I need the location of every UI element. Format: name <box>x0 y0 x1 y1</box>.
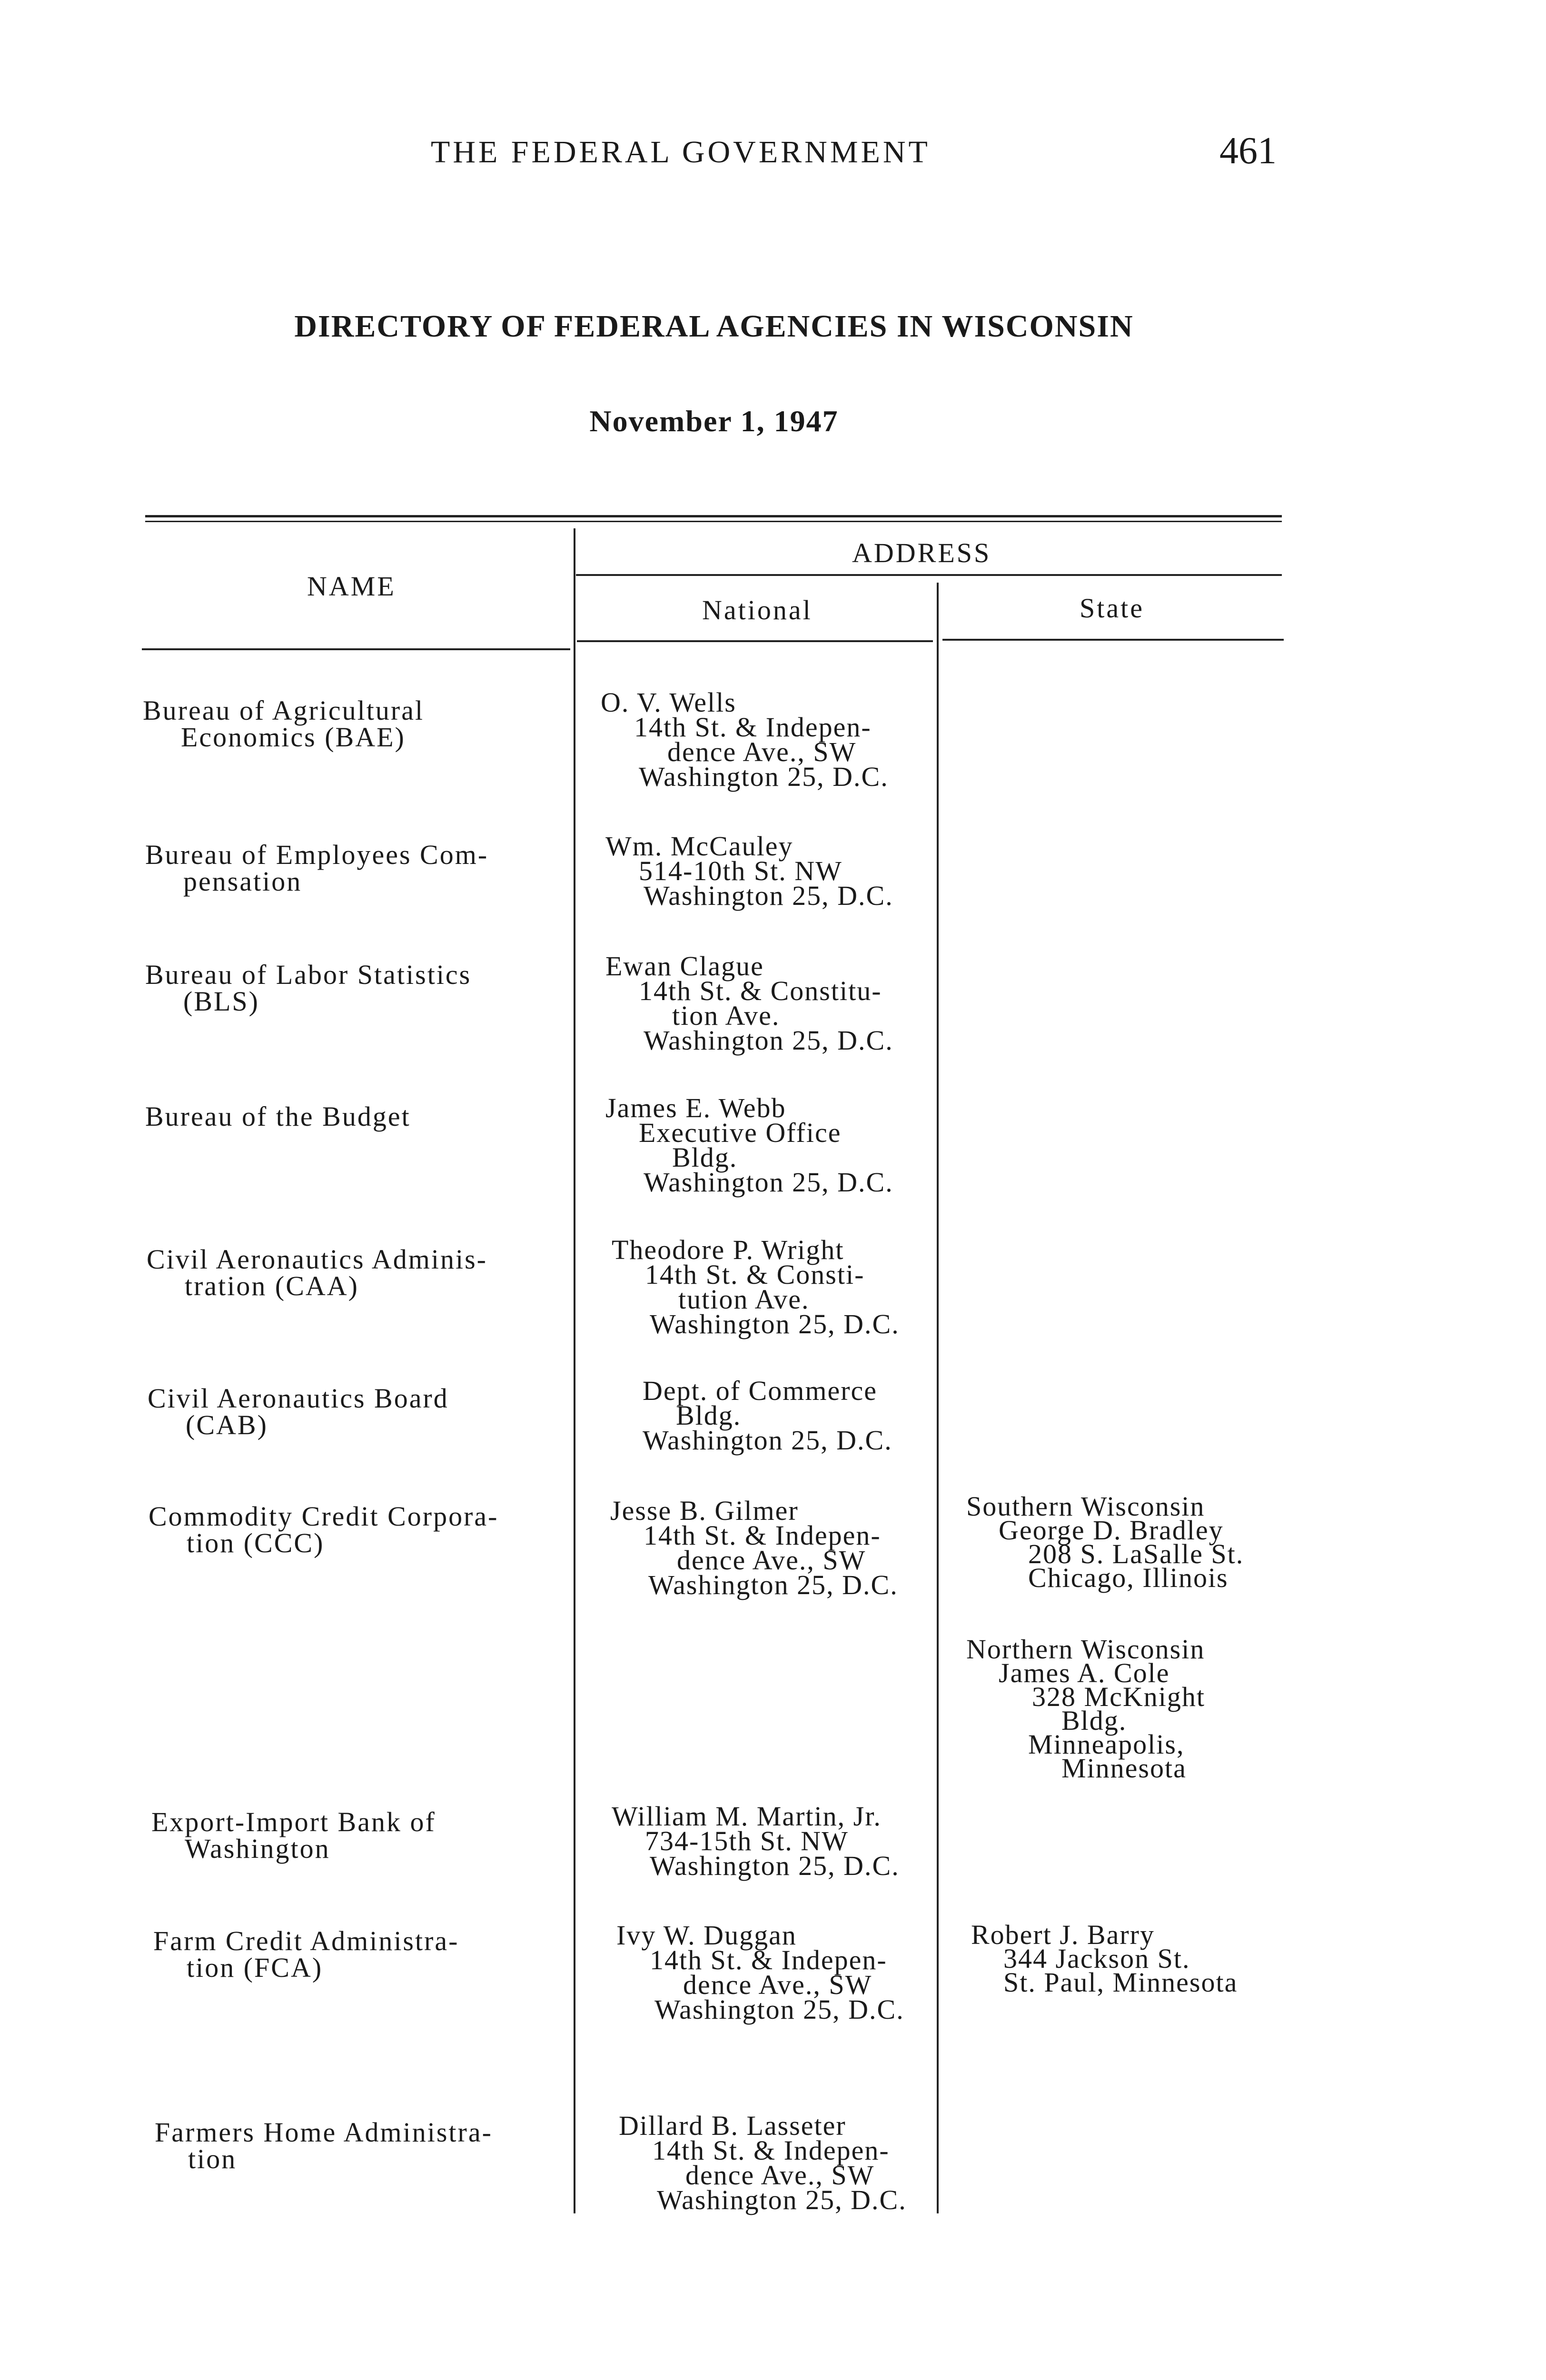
address-divider-rule <box>576 574 1282 576</box>
national-address: Ivy W. Duggan 14th St. & Indepen- dence Ave., SW Washington 25, D.C. <box>616 1920 904 2025</box>
national-address: O. V. Wells 14th St. & Indepen- dence Ave., SW Washington 25, D.C. <box>601 687 889 792</box>
national-address: Theodore P. Wright 14th St. & Consti- tution Ave. Washington 25, D.C. <box>612 1234 900 1339</box>
state-bottom-rule <box>942 639 1284 641</box>
state-address: Robert J. Barry 344 Jackson St. St. Paul, Minnesota <box>971 1919 1238 1998</box>
agency-name: Bureau of Agricultural Economics (BAE) <box>143 695 425 753</box>
national-address: Jesse B. Gilmer 14th St. & Indepen- dence Ave., SW Washington 25, D.C. <box>610 1495 898 1600</box>
agency-name: Commodity Credit Corpora- tion (CCC) <box>149 1501 499 1558</box>
national-address: Wm. McCauley 514-10th St. NW Washington 25, D.C. <box>605 831 893 911</box>
directory-date: November 1, 1947 <box>589 404 839 438</box>
table-top-rule-2 <box>145 521 1282 522</box>
agency-name: Bureau of Employees Com- pensation <box>145 839 489 897</box>
name-col-bottom-rule <box>142 648 570 650</box>
agency-name: Bureau of Labor Statistics (BLS) <box>145 959 472 1017</box>
table-top-rule <box>145 515 1282 517</box>
national-address: Dept. of Commerce Bldg. Washington 25, D.C. <box>643 1375 892 1456</box>
national-address: James E. Webb Executive Office Bldg. Washington 25, D.C. <box>605 1092 893 1198</box>
column-header-address: ADDRESS <box>852 537 991 568</box>
column-header-national: National <box>702 595 813 625</box>
column-header-name: NAME <box>307 571 396 602</box>
agency-name: Civil Aeronautics Board (CAB) <box>148 1383 449 1440</box>
agency-name: Farm Credit Administra- tion (FCA) <box>153 1925 459 1983</box>
state-address-southern: Southern Wisconsin George D. Bradley 208 S. LaSalle St. Chicago, Illinois <box>966 1491 1244 1593</box>
agency-name: Export-Import Bank of Washington <box>151 1806 436 1864</box>
national-address: William M. Martin, Jr. 734-15th St. NW Washington 25, D.C. <box>612 1801 900 1881</box>
directory-title: DIRECTORY OF FEDERAL AGENCIES IN WISCONSIN <box>294 309 1134 344</box>
agency-name: Bureau of the Budget <box>145 1101 411 1132</box>
national-address: Ewan Clague 14th St. & Constitu- tion Ave. Washington 25, D.C. <box>605 951 893 1056</box>
agency-name: Civil Aeronautics Adminis- tration (CAA) <box>147 1244 487 1301</box>
agency-name: Farmers Home Administra- tion <box>155 2117 493 2174</box>
column-header-state: State <box>1080 593 1144 624</box>
state-address-northern: Northern Wisconsin James A. Cole 328 McKnight Bldg. Minneapolis, Minnesota <box>966 1634 1205 1784</box>
running-title: THE FEDERAL GOVERNMENT <box>431 135 931 169</box>
national-bottom-rule <box>577 640 933 642</box>
page-number: 461 <box>1219 130 1277 172</box>
national-address: Dillard B. Lasseter 14th St. & Indepen- dence Ave., SW Washington 25, D.C. <box>619 2110 907 2215</box>
